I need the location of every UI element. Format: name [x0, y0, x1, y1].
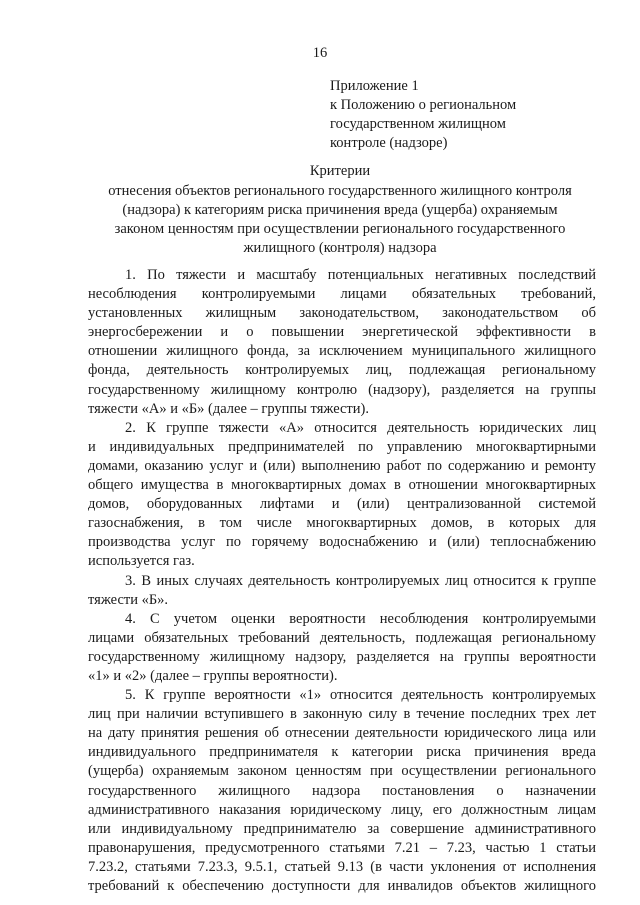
paragraph-line: лицами обязательных требований деятельность, подлежащая региональному [88, 629, 596, 646]
paragraph-line: государственного жилищного надзора постановления о назначении [88, 782, 596, 799]
appendix-line: контроле (надзоре) [330, 135, 448, 151]
paragraph-line: и индивидуальных предпринимателей по управлению многоквартирными [88, 438, 596, 455]
paragraph-line: 5. К группе вероятности «1» относится деятельность контролируемых [125, 687, 596, 704]
title-line: (надзора) к категориям риска причинения вреда (ущерба) охраняемым [122, 202, 558, 218]
paragraph-line: общего имущества в многоквартирных домах в отношении многоквартирных [88, 477, 596, 494]
paragraph-line: (ущерба) охраняемым законом ценностям при осуществлении регионального [88, 763, 596, 780]
document-body [88, 266, 596, 896]
paragraph-line: правонарушения, предусмотренного статьями 7.21 – 7.23, частью 1 статьи [88, 839, 596, 856]
paragraph-line: 2. К группе тяжести «А» относится деятельность юридических лиц [125, 419, 596, 436]
paragraph-line: 1. По тяжести и масштабу потенциальных негативных последствий [125, 267, 596, 283]
paragraph-line: 3. В иных случаях деятельность контролируемых лиц относится к группе [125, 572, 596, 589]
paragraph-line: домами, оказанию услуг и (или) выполнению работ по содержанию и ремонту [88, 457, 596, 474]
title-line: отнесения объектов регионального государственного жилищного контроля [108, 183, 572, 199]
paragraph-line: административного наказания юридическому лицу, его должностным лицам [88, 801, 596, 818]
paragraph-line: отношении жилищного фонда, за исключением муниципального жилищного [88, 343, 596, 360]
title-line: жилищного (контроля) надзора [243, 240, 437, 256]
paragraph-line: домов, оборудованных лифтами и (или) централизованной системой [88, 496, 596, 513]
appendix-header [330, 77, 620, 153]
paragraph-3 [88, 572, 596, 610]
title-line: законом ценностям при осуществлении регионального государственного [114, 221, 566, 237]
paragraph-line: лиц при наличии вступившего в законную силу в течение последних трех лет [88, 706, 596, 723]
title-heading: Критерии [309, 163, 371, 179]
paragraph-line: государственному жилищному контролю (надзору), разделяется на группы [88, 381, 596, 398]
paragraph-line: тяжести «А» и «Б» (далее – группы тяжести). [88, 400, 369, 417]
paragraph-line: «1» и «2» (далее – группы вероятности). [88, 667, 338, 684]
paragraph-line: тяжести «Б». [88, 591, 169, 608]
paragraph-4 [88, 610, 596, 686]
paragraph-line: требований к обеспечению доступности для инвалидов объектов жилищного [88, 878, 596, 894]
paragraph-line: производства услуг по горячему водоснабжению и (или) теплоснабжению [88, 534, 596, 551]
paragraph-line: фонда, деятельность контролируемых лиц, подлежащая региональному [88, 362, 596, 379]
paragraph-line: индивидуального предпринимателя к категории риска причинения вреда [88, 744, 596, 761]
paragraph-5 [88, 686, 596, 896]
paragraph-1 [88, 266, 596, 419]
paragraph-line: несоблюдения контролируемыми лицами обязательных требований, [88, 286, 596, 303]
paragraph-line: или индивидуальному предпринимателю за совершение административного [88, 820, 596, 837]
paragraph-line: газоснабжения, в том числе многоквартирных домов, в которых для [88, 515, 596, 532]
paragraph-line: государственному жилищному надзору, разделяется на группы вероятности [88, 648, 596, 665]
paragraph-line: 7.23.2, статьями 7.23.3, 9.5.1, статьей 9.13 (в части уклонения от исполнения [88, 858, 596, 875]
paragraph-line: установленных жилищным законодательством, законодательством об [88, 305, 596, 322]
paragraph-line: 4. С учетом оценки вероятности несоблюдения контролируемыми [125, 610, 596, 627]
paragraph-line: энергосбережении и о повышении энергетической эффективности в [88, 324, 596, 341]
paragraph-2 [88, 419, 596, 572]
appendix-line: Приложение 1 [330, 78, 419, 94]
paragraph-line: используется газ. [88, 553, 195, 570]
document-title [60, 162, 620, 258]
paragraph-line: на дату принятия решения об отнесении деятельности юридического лица или [88, 725, 596, 742]
page-number: 16 [312, 45, 328, 61]
appendix-line: к Положению о региональном [330, 97, 517, 113]
appendix-line: государственном жилищном [330, 116, 506, 132]
